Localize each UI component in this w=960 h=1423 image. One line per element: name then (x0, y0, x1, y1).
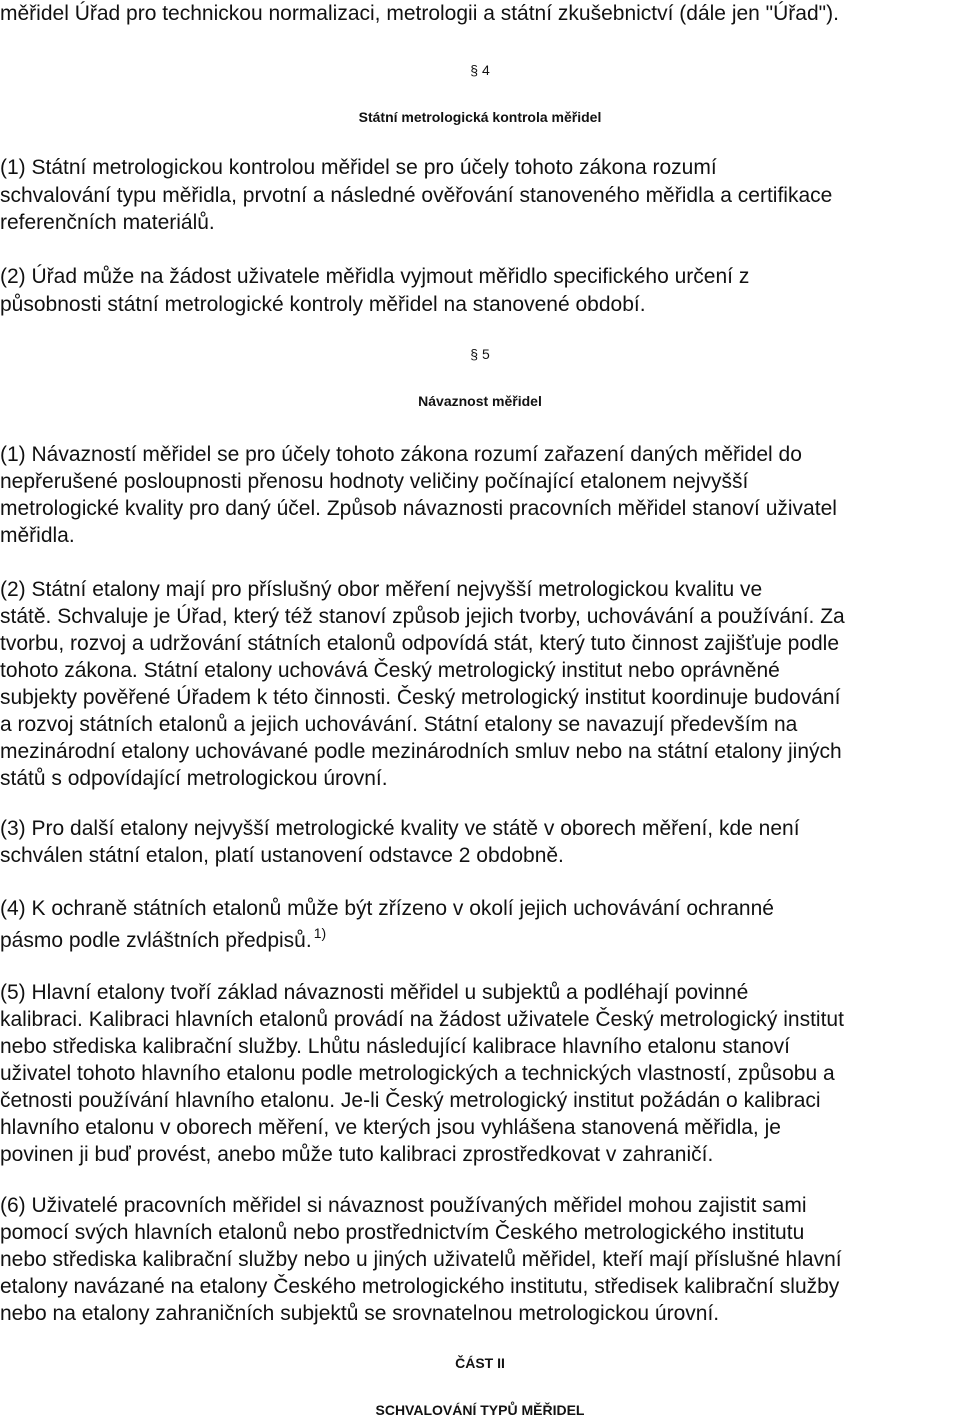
section-5-paragraph-2-line: tvorbu, rozvoj a udržování státních etalonů odpovídá stát, který tuto činnost zajišťuje podle (0, 632, 840, 655)
section-5-paragraph-2-line: států s odpovídající metrologickou úrovní. (0, 767, 388, 790)
section-4-paragraph-2-line: (2) Úřad může na žádost uživatele měřidla vyjmout měřidlo specifického určení z (0, 265, 750, 288)
section-5-paragraph-3-line: schválen státní etalon, platí ustanovení odstavce 2 obdobně. (0, 844, 564, 867)
section-5-paragraph-6-line: etalony navázané na etalony Českého metrologického institutu, středisek kalibrační služby (0, 1275, 840, 1298)
section-5-paragraph-1-line: metrologické kvality pro daný účel. Způsob návaznosti pracovních měřidel stanoví uživatel (0, 497, 837, 520)
section-5-paragraph-5-line: nebo střediska kalibrační služby. Lhůtu následující kalibrace hlavního etalonu stanoví (0, 1035, 790, 1058)
section-5-paragraph-5-line: povinen ji buď provést, anebo může tuto kalibraci zprostředkovat v zahraničí. (0, 1143, 714, 1166)
section-5-paragraph-5-line: (5) Hlavní etalony tvoří základ návaznosti měřidel u subjektů a podléhají povinné (0, 981, 749, 1004)
section-5-paragraph-6-line: (6) Uživatelé pracovních měřidel si návaznost používaných měřidel mohou zajistit sami (0, 1194, 807, 1217)
section-4-title: Státní metrologická kontrola měřidel (358, 109, 602, 125)
section-4-paragraph-1-line: (1) Státní metrologickou kontrolou měřidel se pro účely tohoto zákona rozumí (0, 156, 717, 179)
section-5-paragraph-2-line: státě. Schvaluje je Úřad, který též stanoví způsob jejich tvorby, uchovávání a používání. Za (0, 605, 845, 628)
section-5-paragraph-2-line: subjekty pověřené Úřadem k této činnosti. Český metrologický institut koordinuje budování (0, 686, 841, 709)
section-5-paragraph-5-line: uživatel tohoto hlavního etalonu podle metrologických a technických vlastností, způsobu a (0, 1062, 835, 1085)
section-5-paragraph-4-text: pásmo podle zvláštních předpisů. (0, 929, 312, 952)
part-2-title: ČÁST II (455, 1355, 505, 1371)
section-5-paragraph-1-line: nepřerušené posloupnosti přenosu hodnoty veličiny počínající etalonem nejvyšší (0, 470, 749, 493)
section-5-paragraph-1-line: (1) Návazností měřidel se pro účely tohoto zákona rozumí zařazení daných měřidel do (0, 443, 802, 466)
section-5-paragraph-6-line: pomocí svých hlavních etalonů nebo prostřednictvím Českého metrologického institutu (0, 1221, 805, 1244)
section-5-paragraph-2-line: (2) Státní etalony mají pro příslušný obor měření nejvyšší metrologickou kvalitu ve (0, 578, 763, 601)
part-2-subtitle: SCHVALOVÁNÍ TYPŮ MĚŘIDEL (375, 1402, 585, 1418)
section-4-paragraph-2-line: působnosti státní metrologické kontroly měřidel na stanovené období. (0, 293, 646, 316)
section-5-paragraph-3-line: (3) Pro další etalony nejvyšší metrologické kvality ve státě v oborech měření, kde není (0, 817, 800, 840)
section-5-title: Návaznost měřidel (418, 393, 542, 409)
section-5-paragraph-6-line: nebo na etalony zahraničních subjektů se srovnatelnou metrologickou úrovní. (0, 1302, 720, 1325)
section-5-paragraph-1-line: měřidla. (0, 524, 75, 547)
section-5-paragraph-5-line: hlavního etalonu v oborech měření, ve kterých jsou vyhlášena stanovená měřidla, je (0, 1116, 781, 1139)
footnote-reference[interactable]: 1) (313, 925, 327, 941)
section-5-paragraph-4-line (0, 925, 327, 955)
section-5-paragraph-6-line: nebo střediska kalibrační služby nebo u jiných uživatelů měřidel, kteří mají příslušné hlavní (0, 1248, 842, 1271)
intro-text: měřidel Úřad pro technickou normalizaci, metrologii a státní zkušebnictví (dále jen "Úřad"). (0, 2, 839, 25)
section-5-paragraph-2-line: mezinárodní etalony uchovávané podle mezinárodních smluv nebo na státní etalony jiných (0, 740, 842, 763)
section-5-number: § 5 (470, 346, 490, 362)
section-5-paragraph-5-line: četnosti používání hlavního etalonu. Je-li Český metrologický institut požádán o kalibraci (0, 1089, 821, 1112)
section-4-paragraph-1-line: schvalování typu měřidla, prvotní a následné ověřování stanoveného měřidla a certifikace (0, 184, 833, 207)
section-4-paragraph-1-line: referenčních materiálů. (0, 211, 215, 234)
section-5-paragraph-5-line: kalibraci. Kalibraci hlavních etalonů provádí na žádost uživatele Český metrologický institut (0, 1008, 844, 1031)
section-5-paragraph-2-line: a rozvoj státních etalonů a jejich uchovávání. Státní etalony se navazují především na (0, 713, 798, 736)
section-5-paragraph-2-line: tohoto zákona. Státní etalony uchovává Český metrologický institut nebo oprávněné (0, 659, 780, 682)
section-4-number: § 4 (470, 62, 490, 78)
section-5-paragraph-4-line: (4) K ochraně státních etalonů může být zřízeno v okolí jejich uchovávání ochranné (0, 897, 774, 920)
